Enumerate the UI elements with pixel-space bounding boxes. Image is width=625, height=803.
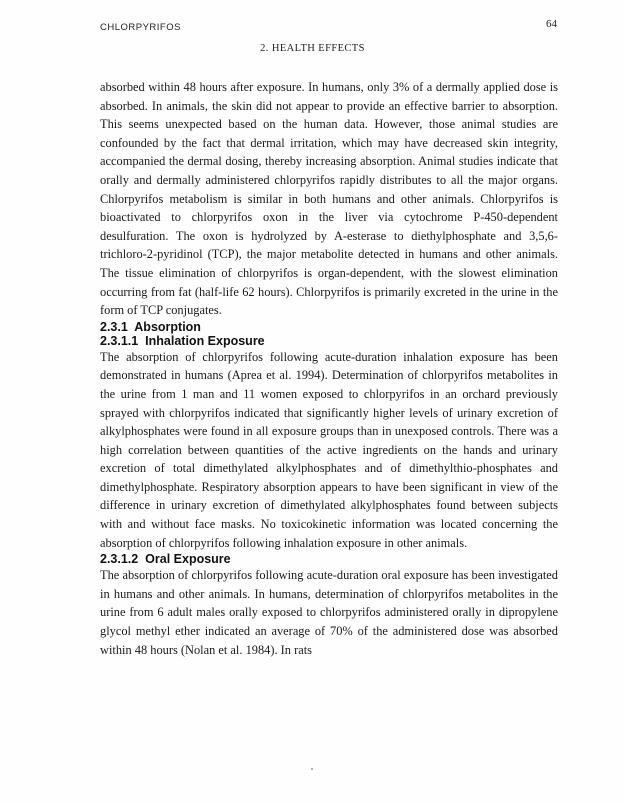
paragraph-inhalation-exposure: The absorption of chlorpyrifos following acute-duration inhalation exposure has been demonstrated in humans (Aprea et al. 1994). Determination of chlorpyrifos metabolites in the urine from 1 man and 11 women exposed to chlorpyrifos in an orchard previously sprayed with chlorpyrifos indicated that significantly higher levels of urinary excretion of alkylphosphates were found in all exposure groups than in unexposed controls. There was a high correlation between quantities of the active ingredients on the hands and urinary excretion of total dimethylated alkylphosphates and of dimethylthio-phosphates and dimethylphosphate. Respiratory absorption appears to have been significant in view of the difference in urinary excretion of dimethylated alkylphosphates found between subjects with and without face masks. No toxicokinetic information was located concerning the absorption of chlorpyrifos following inhalation exposure in other animals.: [100, 349, 558, 550]
heading-absorption: 2.3.1 Absorption: [100, 319, 201, 334]
paragraph-absorption-intro: absorbed within 48 hours after exposure. In humans, only 3% of a dermally applied dose is absorbed. In animals, the skin did not appear to provide an effective barrier to absorption. This seems unexpected based on the human data. However, those animal studies are confounded by the fact that dermal irritation, which may have decreased skin integrity, accompanied the dermal dosing, thereby increasing absorption. Animal studies indicate that orally and dermally administered chlorpyrifos rapidly distributes to all the major organs. Chlorpyrifos metabolism is similar in both humans and other animals. Chlorpyrifos is bioactivated to chlorpyrifos oxon in the liver via cytochrome P-450-dependent desulfuration. The oxon is hydrolyzed by A-esterase to diethylphosphate and 3,5,6-trichloro-2-pyridinol (TCP), the major metabolite detected in humans and other animals. The tissue elimination of chlorpyrifos is organ-dependent, with the slowest elimination occurring from fat (half-life 62 hours). Chlorpyrifos is primarily excreted in the urine in the form of TCP conjugates.: [100, 80, 558, 318]
heading-oral-exposure: 2.3.1.2 Oral Exposure: [100, 552, 231, 567]
running-header: [100, 18, 557, 34]
paragraph-oral-exposure: The absorption of chlorpyrifos following acute-duration oral exposure has been investigated in humans and other animals. In humans, determination of chlorpyrifos metabolites in the urine from 6 adult males orally exposed to chlorpyrifos administered orally in dipropylene glycol methyl ether indicated an average of 70% of the administered dose was absorbed within 48 hours (Nolan et al. 1984). In rats: [100, 568, 558, 657]
scan-artifact-dot: [311, 768, 313, 770]
heading-inhalation-exposure: 2.3.1.1 Inhalation Exposure: [100, 333, 265, 348]
page-number: 64: [546, 18, 557, 30]
document-body: [100, 78, 558, 659]
running-header-title: CHLORPYRIFOS: [100, 22, 181, 33]
section-header: 2. HEALTH EFFECTS: [260, 43, 365, 54]
